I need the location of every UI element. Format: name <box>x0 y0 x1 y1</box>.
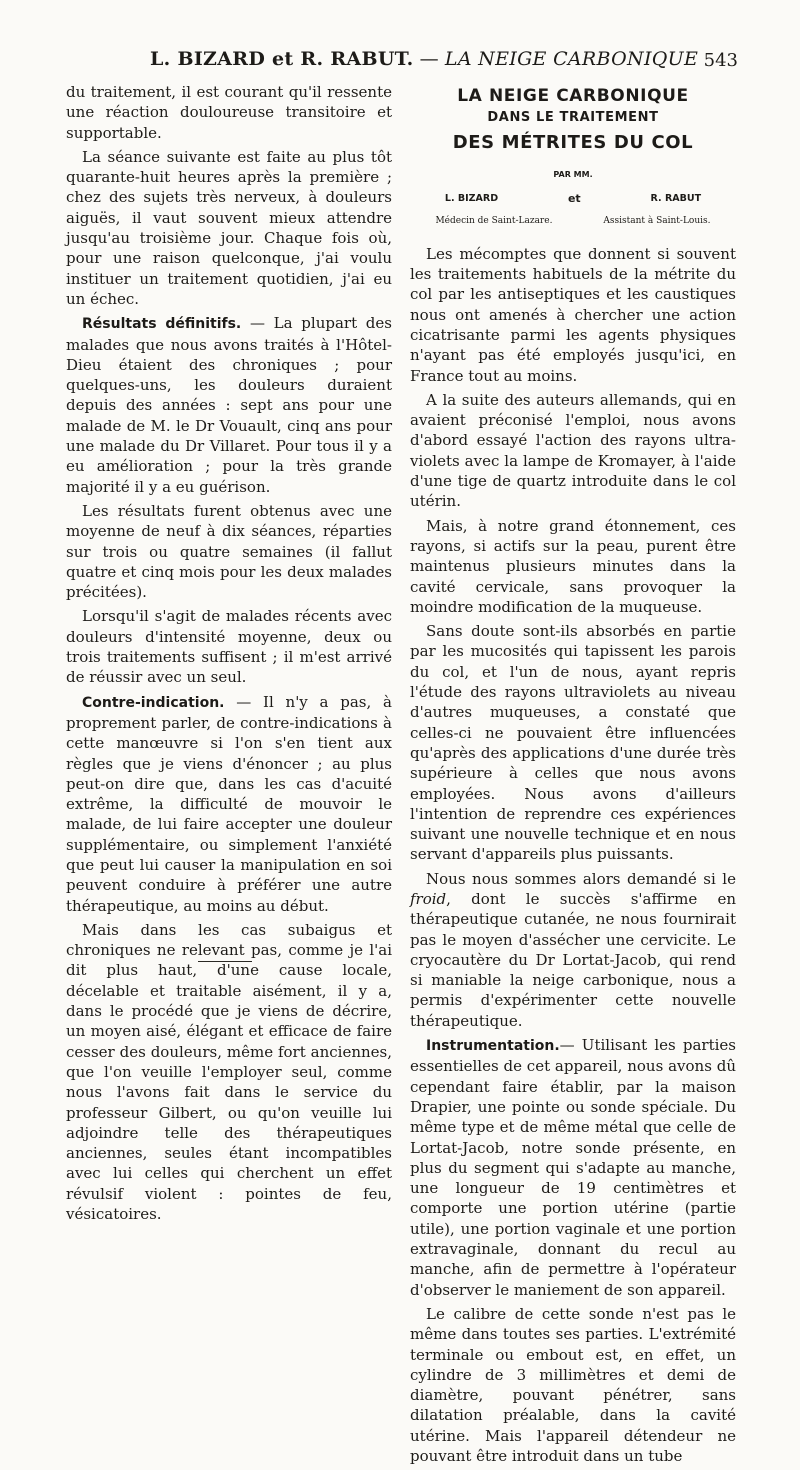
right-paragraph-3: Mais, à notre grand étonnement, ces rayons, si actifs sur la peau, purent être maintenus plusieurs minutes dans la cavité cervicale, sans provoquer la moindre modification de la muqueuse. <box>410 516 736 616</box>
right-paragraph-7: Le calibre de cette sonde n'est pas le même dans toutes ses parties. L'extrémité terminale ou embout est, en effet, un cylindre de 3 millimètres et demi de diamètre, pouvant pénétrer, sans dilatation préalable, dans la cavité utérine. Mais l'appareil détendeur ne pouvant être introduit dans un tube <box>410 1304 736 1465</box>
right-paragraph-1: Les mécomptes que donnent si souvent les traitements habituels de la métrite du col par les antiseptiques et les caustiques nous ont amenés à chercher une action cicatrisante parmi les agents physiques n'ayant pas été employés jusqu'ici, en France tout au moins. <box>410 244 736 385</box>
left-paragraph-6-text: — Il n'y a pas, à proprement parler, de contre-indications à cette manœuvre si l'on s'en tient aux règles que je viens d'énoncer ; au plus peut-on dire que, dans les cas d'acuité extrême, la difficulté de mouvoir le malade, de lui faire accepter une douleur supplémentaire, ou simplement l'anxiété que peut lui causer la manipulation en soi peuvent conduire à préférer une autre thérapeutique, au moins au début. <box>66 692 392 915</box>
left-column <box>66 82 392 1228</box>
header-dash: — <box>419 48 439 70</box>
left-paragraph-4: Les résultats furent obtenus avec une moyenne de neuf à dix séances, réparties sur trois ou quatre semaines (il fallut quatre et cinq mois pour les deux malades précitées). <box>66 501 392 602</box>
article-title-line-3: DES MÉTRITES DU COL <box>452 131 694 153</box>
left-paragraph-5: Lorsqu'il s'agit de malades récents avec douleurs d'intensité moyenne, deux ou trois traitements suffisent ; il m'est arrivé de réussir avec un seul. <box>66 607 392 687</box>
byline-par: PAR MM. <box>553 169 593 179</box>
header-title: LA NEIGE CARBONIQUE <box>444 48 699 70</box>
article-title <box>410 86 736 153</box>
right-paragraph-5-end: , dont le succès s'affirme en thérapeutique cutanée, ne nous fournirait pas le moyen d'assécher une cervicite. Le cryocautère du Dr Lortat-Jacob, qui rend si maniable la neige carbonique, nous a permis d'expérimenter cette nouvelle thérapeutique. <box>410 889 736 1030</box>
page-number: 543 <box>703 50 738 71</box>
right-paragraph-5 <box>410 869 736 1031</box>
right-column <box>410 86 736 1470</box>
section-heading-resultats: Résultats définitifs. <box>82 316 242 333</box>
end-divider <box>198 961 252 962</box>
right-paragraph-5-italic: froid <box>410 889 447 908</box>
right-paragraph-2: A la suite des auteurs allemands, qui en avaient préconisé l'emploi, nous avons d'abord essayé l'action des rayons ultra-violets avec la lampe de Kromayer, à l'aide d'une tige de quartz introduite dans le col utérin. <box>410 390 736 511</box>
running-header <box>150 48 740 70</box>
affiliations <box>410 211 736 231</box>
author-rabut: R. RABUT <box>650 193 702 205</box>
affiliation-rabut: Assistant à Saint-Louis. <box>603 216 711 227</box>
header-authors: L. BIZARD et R. RABUT. <box>150 48 414 70</box>
left-paragraph-2: La séance suivante est faite au plus tôt quarante-huit heures après la première ; chez des sujets très nerveux, à douleurs aiguës, il vaut souvent mieux attendre jusqu'au troisième jour. Chaque fois où, pour une raison quelconque, j'ai voulu instituer un traitement quotidien, j'ai eu un échec. <box>66 147 392 308</box>
left-paragraph-3-text: — La plupart des malades que nous avons traités à l'Hôtel-Dieu étaient des chroniques ; pour quelques-uns, les douleurs duraient depuis des années : sept ans pour une malade de M. le Dr Vouault, cinq ans pour une malade du Dr Villaret. Pour tous il y a eu amélioration ; pour la très grande majorité il y a eu guérison. <box>66 314 392 496</box>
byline <box>410 189 736 209</box>
right-paragraph-4: Sans doute sont-ils absorbés en partie par les mucosités qui tapissent les parois du col, et l'un de nous, ayant repris l'étude des rayons ultraviolets au niveau d'autres muqueuses, a constaté que celles-ci ne pouvaient être influencées qu'après des applications d'une durée très supérieure à celles que nous avons employées. Nous avons d'ailleurs l'intention de reprendre ces expériences suivant une nouvelle technique et en nous servant d'appareils plus puissants. <box>410 622 736 864</box>
left-paragraph-7: Mais dans les cas subaigus et chroniques ne relevant pas, comme je l'ai dit plus haut, d'une cause locale, décelable et traitable aisément, il y a, dans le procédé que je viens de décrire, un moyen aisé, élégant et efficace de faire cesser des douleurs, même fort anciennes, que l'on veuille l'employer seul, comme nous l'avons fait dans le service du professeur Gilbert, ou qu'on veuille lui adjoindre telle des thérapeutiques anciennes, seules étant incompatibles avec lui celles qui cherchent un effet révulsif violent : pointes de feu, vésicatoires. <box>66 920 392 1224</box>
section-heading-instrumentation: Instrumentation. <box>426 1038 560 1055</box>
left-paragraph-6 <box>66 692 392 916</box>
right-paragraph-6-text: — Utilisant les parties essentielles de cet appareil, nous avons dû cependant faire établir, par la maison Drapier, une pointe ou sonde spéciale. Du même type et de même métal que celle de Lortat-Jacob, notre sonde présente, en plus du segment qui s'adapte au manche, une longueur de 19 centimètres et comporte une portion utérine (partie utile), une portion vaginale et une portion extravaginale, donnant du recul au manche, afin de permettre à l'opérateur d'observer le maniement de son appareil. <box>410 1036 736 1299</box>
article-title-line-2: DANS LE TRAITEMENT <box>487 110 659 126</box>
affiliation-bizard: Médecin de Saint-Lazare. <box>435 216 553 227</box>
left-paragraph-3 <box>66 313 392 497</box>
article-title-line-1: LA NEIGE CARBONIQUE <box>457 86 689 106</box>
author-bizard: L. BIZARD <box>444 193 499 205</box>
section-heading-contre-indication: Contre-indication. <box>82 694 225 711</box>
byline-et: et <box>567 192 581 206</box>
left-paragraph-1: du traitement, il est courant qu'il ressente une réaction douloureuse transitoire et supportable. <box>66 83 392 142</box>
right-paragraph-5-start: Nous nous sommes alors demandé si le <box>426 869 736 888</box>
right-paragraph-6 <box>410 1035 736 1300</box>
